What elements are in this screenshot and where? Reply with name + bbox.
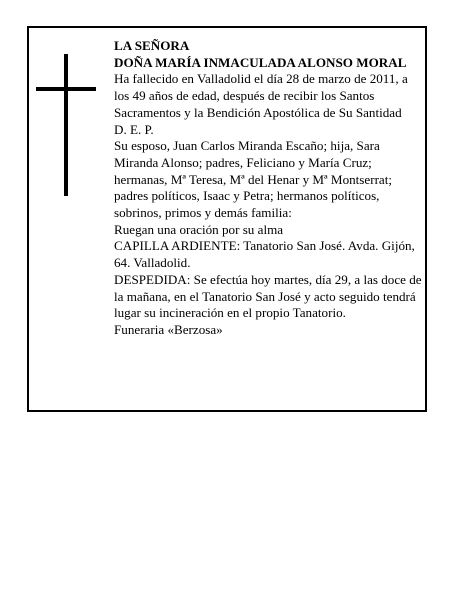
farewell-info: DESPEDIDA: Se efectúa hoy martes, día 29, a las doce de la mañana, en el Tanatorio San José y acto seguido tendrá lugar su incineración en el propio Tanatorio. (114, 271, 422, 321)
obituary-text (114, 38, 424, 339)
latin-cross-icon (36, 54, 96, 196)
prayer-request: Ruegan una oración por su alma (114, 221, 284, 237)
deceased-title: LA SEÑORA (114, 38, 190, 53)
chapel-info: CAPILLA ARDIENTE: Tanatorio San José. Avda. Gijón, 64. Valladolid. (114, 238, 415, 271)
funeral-home: Funeraria «Berzosa» (114, 321, 223, 337)
cross-horizontal-bar (36, 87, 96, 91)
death-statement: Ha fallecido en Valladolid el día 28 de marzo de 2011, a los 49 años de edad, después de recibir los Santos Sacramentos y la Bendición Apostólica de Su Santidad (114, 71, 408, 120)
family-list: Su esposo, Juan Carlos Miranda Escaño; hija, Sara Miranda Alonso; padres, Feliciano y María Cruz; hermanas, Mª Teresa, Mª del Henar y Mª Montserrat; padres políticos, Isaac y Petra; hermanos políticos, sobrinos, primos y demás familia: (114, 138, 393, 221)
rip-line: D. E. P. (114, 121, 154, 137)
cross-vertical-bar (64, 54, 68, 196)
deceased-name: DOÑA MARÍA INMACULADA ALONSO MORAL (114, 54, 407, 70)
